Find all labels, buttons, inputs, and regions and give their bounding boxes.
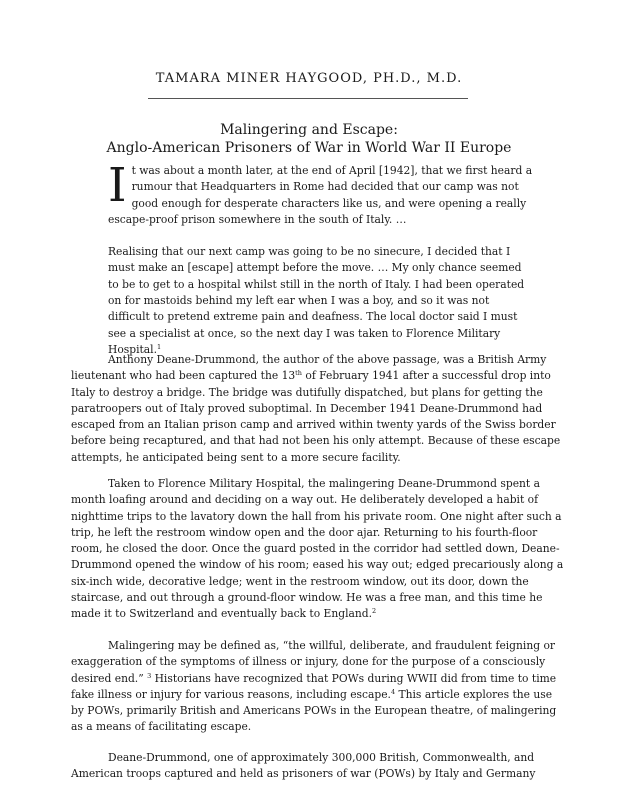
quote-line: difficult to pretend extreme pain and deafness. The local doctor said I must — [108, 310, 518, 324]
body-text: Historians have recognized that POWs during WWII did from time to time — [151, 671, 557, 685]
quote-paragraph-1 — [108, 158, 548, 228]
body-line — [71, 687, 551, 703]
body-text: desired end.” — [71, 671, 148, 685]
header-rule — [148, 98, 468, 99]
body-line: American troops captured and held as prisoners of war (POWs) by Italy and Germany — [71, 767, 536, 781]
body-line: exaggeration of the symptoms of illness or injury, done for the purpose of a consciously — [71, 655, 546, 669]
body-line: before being recaptured, and that had not been his only attempt. Because of these escape — [71, 434, 561, 448]
quote-line: good enough for desperate characters like us, and were opening a really — [131, 196, 527, 210]
body-line: Deane-Drummond, one of approximately 300,000 British, Commonwealth, and — [108, 751, 535, 764]
running-header: TAMARA MINER HAYGOOD, PH.D., M.D. — [155, 71, 463, 86]
quote-line: must make an [escape] attempt before the move. … My only chance seemed — [108, 261, 522, 275]
body-line: staircase, and out through a ground-floor window. He was a free man, and this time he — [71, 591, 543, 605]
body-text: fake illness or injury for various reasons, including escape. — [71, 687, 391, 701]
body-line: room, he closed the door. Once the guard posted in the corridor had settled down, Deane- — [71, 542, 560, 556]
quote-line: Realising that our next camp was going to be no sinecure, I decided that I — [108, 245, 511, 259]
body-line: paratroopers out of Italy proved suboptimal. In December 1941 Deane-Drummond had — [71, 401, 543, 415]
body-line: Taken to Florence Military Hospital, the malingering Deane-Drummond spent a — [108, 477, 540, 490]
article-title — [0, 121, 618, 157]
quote-line: to be to get to a hospital whilst still in the north of Italy. I had been operated — [108, 277, 525, 291]
body-line: as a means of facilitating escape. — [71, 720, 252, 734]
quote-line: escape-proof prison somewhere in the south of Italy. … — [108, 212, 407, 226]
body-text: lieutenant who had been captured the 13 — [71, 369, 296, 383]
body-line: six-inch wide, decorative ledge; went in the restroom window, out its door, down the — [71, 574, 529, 588]
quote-text: Hospital. — [108, 342, 157, 356]
title-line-2: Anglo-American Prisoners of War in World War II Europe — [106, 140, 512, 156]
body-line — [71, 368, 551, 384]
body-line — [71, 671, 557, 687]
footnote-ref: 1 — [156, 342, 162, 351]
quote-line: see a specialist at once, so the next day I was taken to Florence Military — [108, 326, 501, 340]
body-text: made it to Switzerland and eventually back to England. — [71, 607, 372, 621]
body-line: attempts, he anticipated being sent to a more secure facility. — [71, 450, 401, 464]
body-paragraph-1 — [71, 352, 561, 466]
body-line: Drummond opened the window of his room; eased his way out; edged precariously along a — [71, 558, 564, 572]
body-line: Italy to destroy a bridge. The bridge was dutifully dispatched, but plans for getting the — [71, 385, 543, 399]
body-line: trip, he left the restroom window open and the door ajar. Returning to his fourth-floor — [71, 525, 538, 539]
body-paragraph-4 — [71, 750, 551, 783]
body-paragraph-3 — [71, 638, 557, 736]
footnote-ref: 4 — [390, 687, 396, 696]
body-line: escaped from an Italian prison camp and arrived within twenty yards of the Swiss border — [71, 418, 556, 432]
body-text: of February 1941 after a successful drop into — [301, 369, 551, 383]
quote-line: rumour that Headquarters in Rome had decided that our camp was not — [131, 180, 519, 194]
body-line: Anthony Deane-Drummond, the author of the above passage, was a British Army — [108, 353, 547, 366]
footnote-ref: 2 — [372, 607, 377, 616]
quote-line: on for mastoids behind my left ear when I was a boy, and so it was not — [108, 294, 490, 308]
body-line: nighttime trips to the lavatory down the hall from his private room. One night after such a — [71, 509, 562, 523]
body-text: This article explores the use — [395, 687, 553, 701]
block-quote — [108, 158, 548, 358]
ordinal-suffix: th — [295, 369, 302, 378]
footnote-ref: 3 — [147, 671, 152, 680]
drop-cap: I — [108, 158, 127, 213]
body-line: month loafing around and deciding on a way out. He deliberately developed a habit of — [71, 493, 539, 507]
body-line: Malingering may be defined as, “the willful, deliberate, and fraudulent feigning or — [108, 639, 555, 652]
body-line: by POWs, primarily British and Americans POWs in the European theatre, of malingering — [71, 704, 557, 718]
body-paragraph-2 — [71, 476, 564, 623]
body-line — [71, 606, 551, 622]
quote-line: t was about a month later, at the end of April [1942], that we first heard a — [131, 164, 533, 177]
title-line-1: Malingering and Escape: — [220, 122, 398, 138]
quote-paragraph-2 — [108, 244, 548, 358]
